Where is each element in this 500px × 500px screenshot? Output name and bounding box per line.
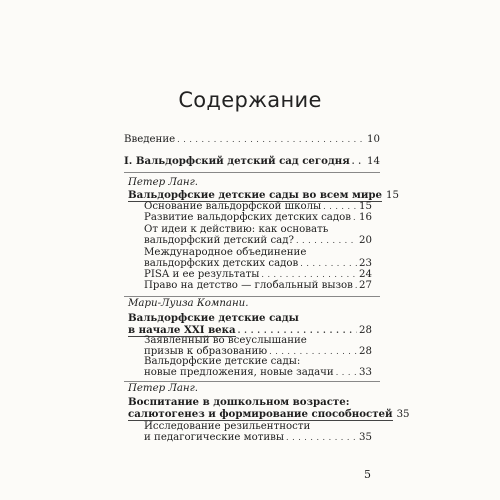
toc-entry-text: Основание вальдорфской школы: [144, 201, 322, 212]
page-number: 15: [386, 190, 399, 201]
leader-dots: [355, 280, 357, 292]
section-divider: [124, 172, 380, 173]
toc-entry-text: и педагогические мотивы: [144, 432, 285, 443]
toc-chapter-3[interactable]: [128, 408, 410, 421]
leader-dots: [177, 134, 365, 146]
toc-entry-intro[interactable]: [124, 134, 380, 146]
leader-dots: [353, 212, 357, 224]
leader-dots: [286, 432, 357, 444]
leader-dots: [352, 155, 365, 167]
page-number: 35: [396, 409, 410, 420]
toc-chapter-line1: Вальдорфские детские сады: [128, 312, 299, 324]
toc-subentry[interactable]: [144, 235, 372, 247]
author-name: Петер Ланг.: [128, 383, 199, 394]
page-number: 28: [359, 325, 372, 336]
page-number: 14: [367, 156, 380, 167]
toc-entry-text: новые предложения, новые задачи: [144, 367, 334, 378]
author-name: Мари-Луиза Компани.: [128, 298, 249, 309]
page-number: 35: [359, 432, 372, 443]
toc-subentry-line1: Международное объединение: [144, 247, 307, 258]
page-number: 23: [359, 258, 372, 269]
toc-subentry-line1: Заявленный во всеуслышание: [144, 335, 307, 346]
toc-entry-text: призыв к образованию: [144, 346, 268, 357]
page-number: 10: [367, 134, 380, 145]
toc-subentry-line1: От идеи к действию: как основать: [144, 224, 329, 235]
toc-subentry[interactable]: [144, 367, 372, 379]
page-number: 28: [359, 346, 372, 357]
author-name: Петер Ланг.: [128, 177, 199, 188]
page-folio-number: 5: [364, 468, 371, 481]
toc-entry-text: Право на детство — глобальный вызов: [144, 280, 353, 291]
page-number: 24: [359, 269, 372, 280]
toc-entry-text: в начале XXI века: [128, 324, 236, 336]
page-number: 16: [359, 212, 372, 223]
toc-entry-text: Введение: [124, 134, 176, 145]
toc-subentry[interactable]: [144, 432, 372, 444]
section-divider: [124, 296, 380, 297]
toc-entry-part1[interactable]: [124, 155, 380, 168]
toc-entry-text: PISA и ее результаты: [144, 269, 260, 280]
toc-entry-text: Вальдорфские детские сады во всем мире: [128, 189, 383, 201]
page-number: 27: [359, 280, 372, 291]
page-number: 15: [359, 201, 372, 212]
toc-subentry[interactable]: [144, 212, 372, 224]
toc-entry-text: вальдорфский детский сад?: [144, 235, 294, 246]
toc-entry-text: вальдорфских детских садов: [144, 258, 299, 269]
toc-entry-text: салютогенез и формирование способностей: [128, 408, 393, 420]
toc-chapter-line1: Воспитание в дошкольном возрасте:: [128, 396, 350, 408]
toc-entry-text: Развитие вальдорфских детских садов: [144, 212, 351, 223]
leader-dots: [336, 367, 357, 379]
toc-subentry-line1: Вальдорфские детские сады:: [144, 356, 301, 367]
page-number: 20: [359, 235, 372, 246]
leader-dots: [296, 235, 357, 247]
toc-entry-text: I. Вальдорфский детский сад сегодня: [124, 155, 350, 167]
page-title: Содержание: [178, 88, 322, 112]
section-divider: [124, 381, 380, 382]
toc-subentry-line1: Исследование резильентности: [144, 421, 311, 432]
toc-subentry[interactable]: [144, 280, 372, 292]
page-number: 33: [359, 367, 372, 378]
